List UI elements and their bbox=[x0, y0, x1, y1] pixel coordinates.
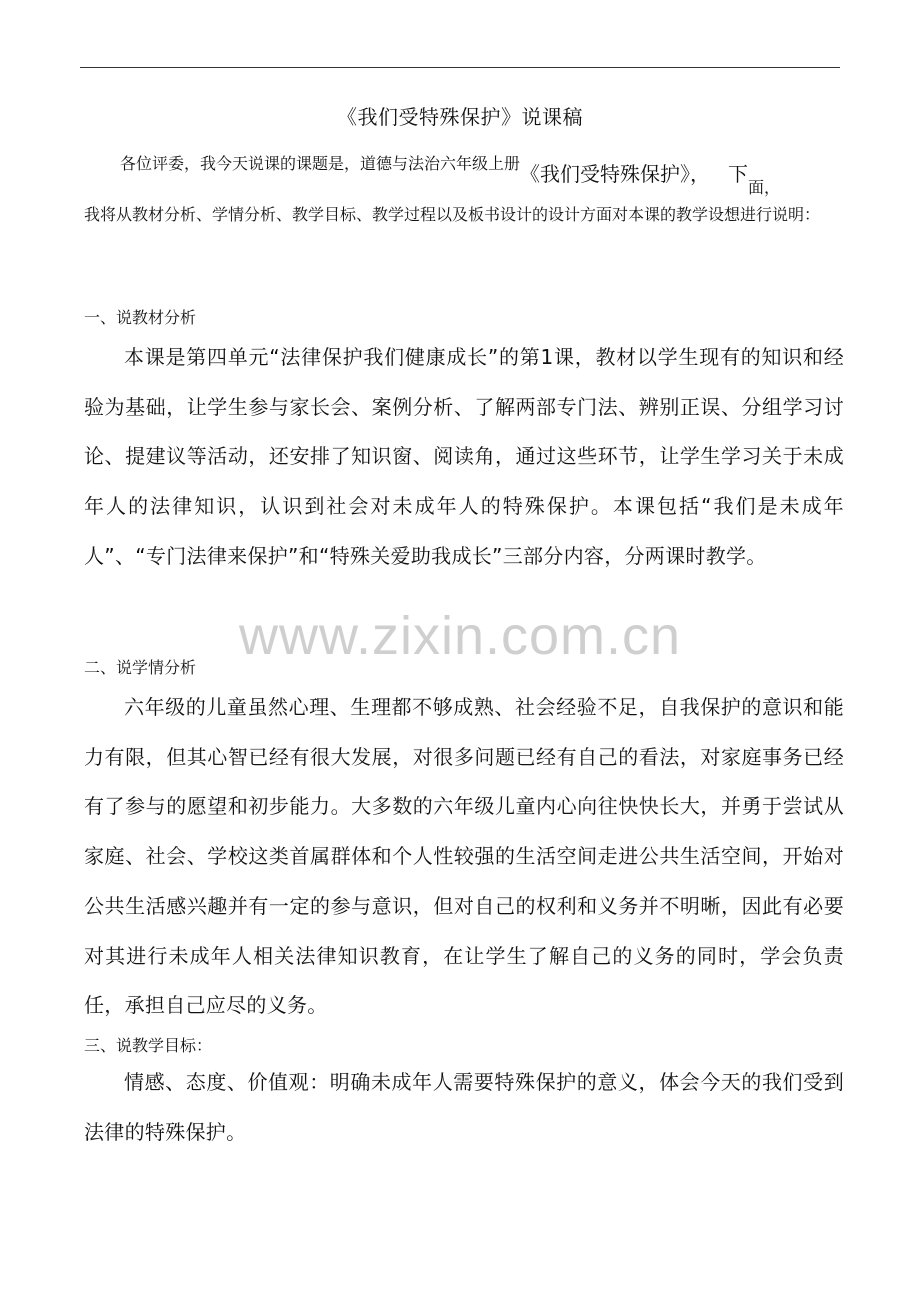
watermark: www.zixin.com.cn bbox=[238, 606, 682, 666]
intro-prefix: 各位评委，我今天说课的课题是，道德与法治六年级上册 bbox=[120, 154, 521, 173]
intro-mian-word: 面， bbox=[748, 178, 781, 197]
document-title: 《我们受特殊保护》说课稿 bbox=[337, 105, 583, 129]
intro-paragraph: 我将从教材分析、学情分析、教学目标、教学过程以及板书设计的设计方面对本课的教学设想进行说明： bbox=[84, 205, 821, 224]
intro-first-line bbox=[120, 148, 840, 197]
section-heading-textbook: 一、说教材分析 bbox=[84, 308, 197, 327]
header-rule bbox=[80, 67, 840, 68]
section-paragraph-goals: 情感、态度、价值观：明确未成年人需要特殊保护的意义，体会今天的我们受到法律的特殊保护。 bbox=[84, 1070, 844, 1144]
intro-lesson-title: 《我们受特殊保护》， bbox=[520, 162, 711, 186]
intro-below-word: 下 bbox=[728, 162, 749, 186]
section-paragraph-students: 六年级的儿童虽然心理、生理都不够成熟、社会经验不足，自我保护的意识和能力有限，但其心智已经有很大发展，对很多问题已经有自己的看法，对家庭事务已经有了参与的愿望和初步能力。大多数的六年级儿童内心向往快快长大，并勇于尝试从家庭、社会、学校这类首属群体和个人性较强的生活空间走进公共生活空间，开始对公共生活感兴趣并有一定的参与意识，但对自己的权利和义务并不明晰，因此有必要对其进行未成年人相关法律知识教育，在让学生了解自己的义务的同时，学会负责任，承担自己应尽的义务。 bbox=[84, 695, 844, 1018]
section-paragraph-textbook: 本课是第四单元“法律保护我们健康成长”的第1课，教材以学生现有的知识和经验为基础，让学生参与家长会、案例分析、了解两部专门法、辨别正误、分组学习讨论、提建议等活动，还安排了知识窗、阅读角，通过这些环节，让学生学习关于未成年人的法律知识，认识到社会对未成年人的特殊保护。本课包括“我们是未成年人”、“专门法律来保护”和“特殊关爱助我成长”三部分内容，分两课时教学。 bbox=[84, 345, 844, 568]
section-heading-goals: 三、说教学目标： bbox=[84, 1036, 213, 1055]
section-heading-students: 二、说学情分析 bbox=[84, 658, 197, 677]
